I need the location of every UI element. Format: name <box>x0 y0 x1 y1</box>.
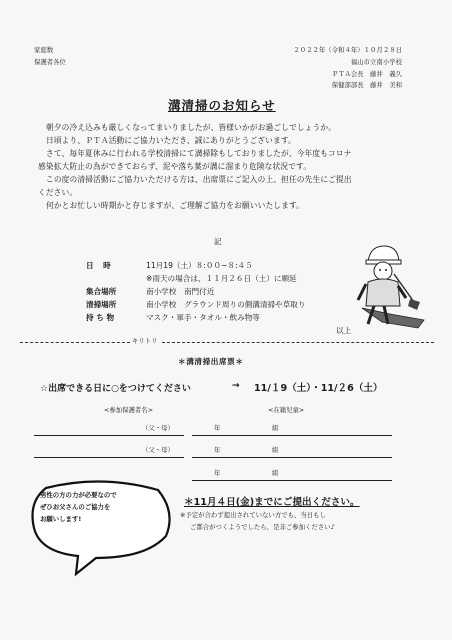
pta-chair: ＰＴＡ会長 藤井 義久 <box>331 70 402 78</box>
year-label-3: 年 <box>214 469 221 477</box>
worker-illustration <box>354 244 426 330</box>
items-label: 持 ち 物 <box>86 313 115 322</box>
parent-name-line-2[interactable] <box>34 457 184 458</box>
cleaning-area-value: 南小学校 グラウンド周りの側溝清掃や草取り <box>146 300 306 309</box>
rain-note: ※雨天の場合は、１１月２６日（土）に順延 <box>146 274 297 283</box>
ki-heading: 記 <box>214 237 222 246</box>
child-name-line-3[interactable] <box>192 480 392 481</box>
arrow-icon: → <box>232 381 240 391</box>
cleaning-area-label: 清掃場所 <box>86 300 117 309</box>
issue-date: ２０２２年（令和４年）１０月２８日 <box>293 46 402 54</box>
attendance-form-title: ＊溝清掃出席票＊ <box>178 357 244 366</box>
class-label-1: 組 <box>272 424 279 432</box>
parent-name-line-1[interactable] <box>34 435 184 436</box>
parent-column-header: <参加保護者名> <box>104 406 154 414</box>
body-line-6: ください。 <box>38 188 78 197</box>
child-name-line-1[interactable] <box>192 435 392 436</box>
page-title: 溝清掃のお知らせ <box>168 98 276 113</box>
body-line-7: 何かとお忙しい時期かと存じますが、ご理解ご協力をお願いいたします。 <box>46 201 305 210</box>
deadline-notice: ＊11月４日(金)までにご提出ください。 <box>184 497 360 508</box>
cut-line-label: キリトリ <box>132 337 158 345</box>
closing-ijou: 以上 <box>336 326 352 335</box>
class-label-3: 組 <box>272 469 279 477</box>
date-value: 11月19（土）８:００~８:４５ <box>146 261 253 270</box>
bubble-line-1: 男性の方の力が必要なので <box>40 491 117 499</box>
child-name-line-2[interactable] <box>192 457 392 458</box>
relation-field-2[interactable]: （父・母） <box>142 446 174 454</box>
bubble-line-2: ぜひお父さんのご協力を <box>40 503 111 511</box>
meeting-place-value: 南小学校 南門付近 <box>146 287 215 296</box>
bubble-line-3: お願いします! <box>40 515 82 523</box>
cut-line-left <box>20 342 130 343</box>
year-label-2: 年 <box>214 446 221 454</box>
school-name: 福山市立南小学校 <box>350 58 402 66</box>
attendance-dates: 11/１9（土）・11/２6（土） <box>254 383 383 394</box>
child-column-header: <在籍児童> <box>268 406 305 414</box>
year-label-1: 年 <box>214 424 221 432</box>
meeting-place-label: 集合場所 <box>86 287 117 296</box>
health-dept-head: 保健部部長 藤井 美和 <box>331 81 402 89</box>
note-line-2: ご都合がつくようでしたら、是非ご参加ください♪ <box>190 523 335 531</box>
body-line-5: この度の清掃活動にご協力いただける方は、出席票にご記入の上、担任の先生にご提出 <box>46 175 352 184</box>
class-label-2: 組 <box>272 446 279 454</box>
items-value: マスク・軍手・タオル・飲み物等 <box>146 313 260 322</box>
relation-field-1[interactable]: （父・母） <box>142 424 174 432</box>
date-label: 日 時 <box>86 261 112 270</box>
body-line-4: 感染拡大防止の為ができておらず、泥や落ち葉が溝に溜まり危険な状況です。 <box>38 162 312 171</box>
note-line-1: ※予定が合わず提出されていない方でも、当日もし <box>180 511 326 519</box>
body-line-1: 朝夕の冷え込みも厳しくなってまいりましたが、皆様いかがお過ごしでしょうか。 <box>46 123 336 132</box>
attendance-instruction: ☆出席できる日に○をつけてください <box>40 384 191 394</box>
body-line-2: 日頃より、ＰＴＡ活動にご協力いただき、誠にありがとうございます。 <box>46 136 296 145</box>
cut-line-right <box>162 342 434 343</box>
recipient-line-1: 家庭数 <box>34 46 54 54</box>
recipient-line-2: 保護者各位 <box>34 58 66 66</box>
body-line-3: さて、毎年夏休みに行われる学校清掃にて溝掃除もしておりましたが、今年度もコロナ <box>46 149 352 158</box>
